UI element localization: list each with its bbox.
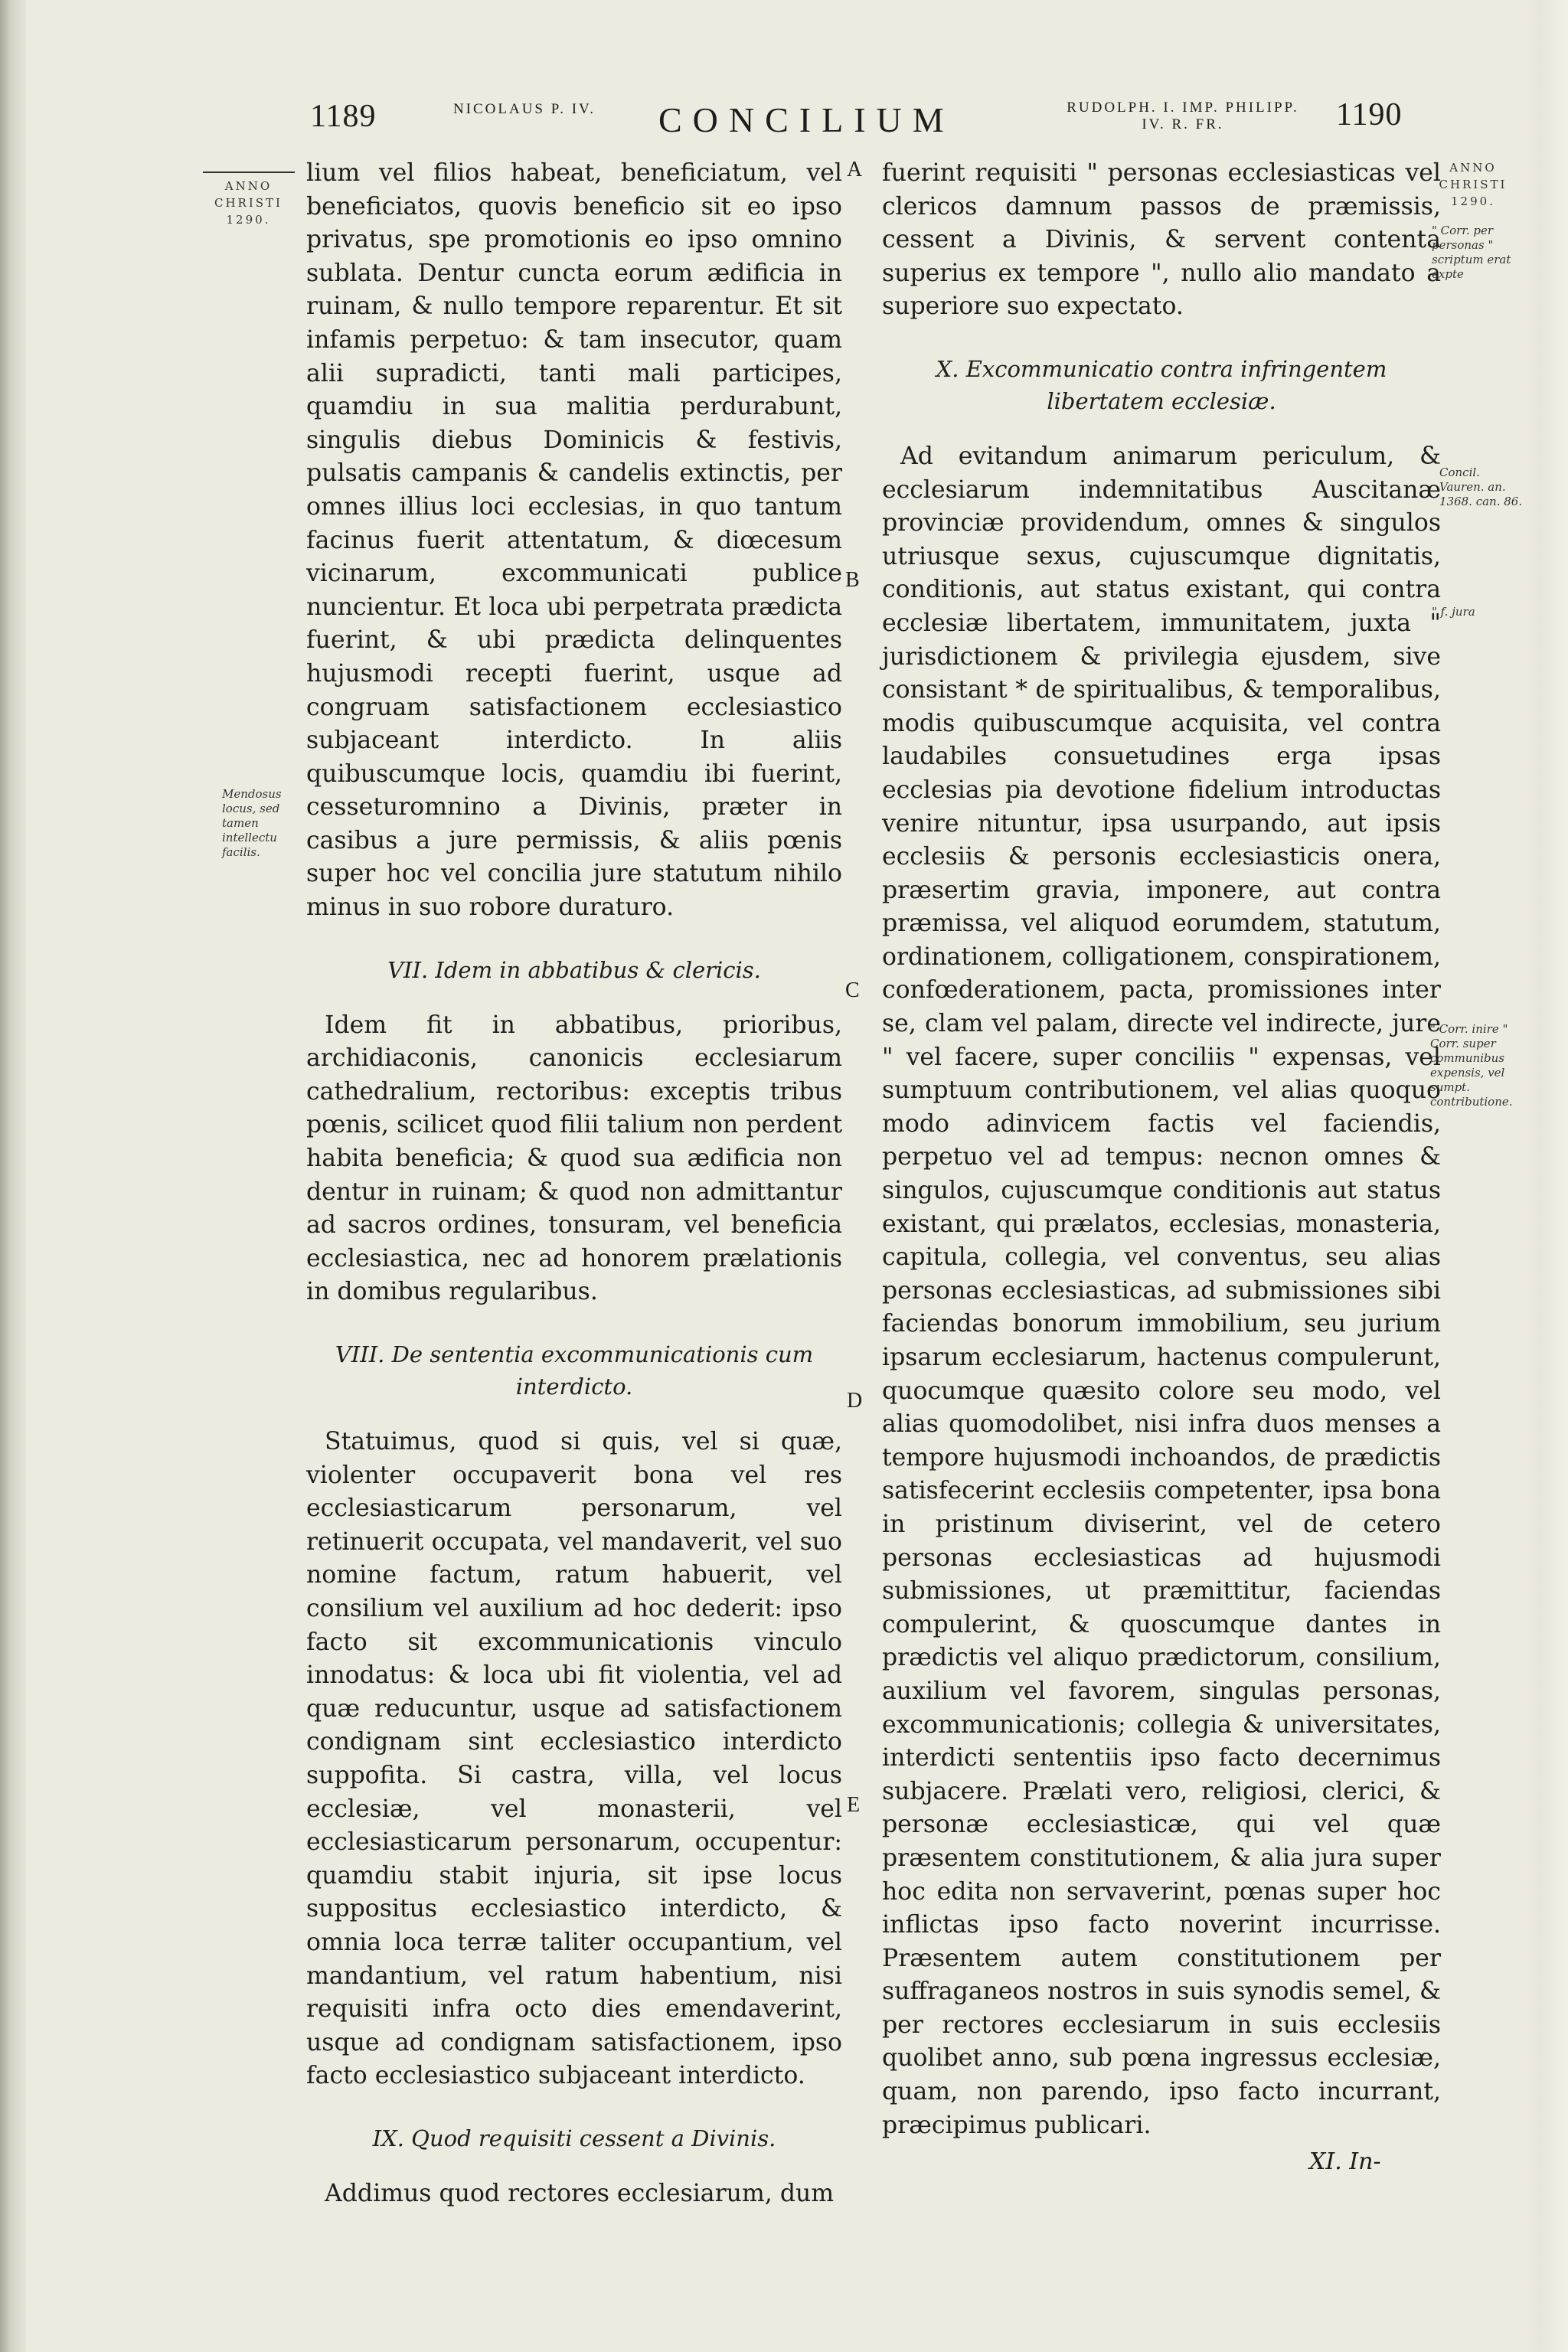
heading-vii: VII. Idem in abbatibus & clericis. xyxy=(387,956,761,983)
running-head-left: NICOLAUS P. IV. xyxy=(452,101,596,117)
section-letter-d: D xyxy=(847,1389,863,1413)
margin-note-right-2: Concil. Vauren. an. 1368. can. 86. xyxy=(1439,466,1523,508)
margin-rule xyxy=(203,172,295,173)
right-paragraph-2: Ad evitandum animarum periculum, & ecclesiarum indemnitatibus Auscitanæ provinciæ providendum, omnes & singulos utriusque sexus, cujuscumque dignitatis, conditionis, aut status existant, qui contra ecclesiæ libertatem, immunitatem, juxta " jurisdictionem & privilegia ejusdem, sive consistant * de spiritualibus, & temporalibus, modis quibuscumque acquisita, vel contra laudabiles consuetudines erga ipsas ecclesias pia devotione fidelium introductas venire nituntur, ipsa usurpando, aut ipsis ecclesiis & personis ecclesiasticis onera, præsertim gravia, imponere, aut contra præmissa, vel aliquod eorumdem, statutum, ordinationem, colligationem, conspirationem, confœderationem, pacta, promissiones inter se, clam vel palam, directe vel indirecte, jure " vel facere, super conciliis " expensas, vel sumptuum contributionem, vel alias quoquo modo adinvicem factis vel faciendis, perpetuo vel ad tempus: necnon omnes & singulos, cujuscumque conditionis aut status existant, qui prælatos, ecclesias, monasteria, capitula, collegia, vel conventus, seu alias personas ecclesiasticas, ad submissiones sibi faciendas bonorum immobilium, seu jurium ipsarum ecclesiarum, hactenus compulerunt, quocumque quæsito colore seu modo, vel alias quomodolibet, nisi infra duos menses a tempore hujusmodi inchoandos, de prædictis satisfecerint ecclesiis competenter, ipsa bona in pristinum diviserint, vel de cetero personas ecclesiasticas ad hujusmodi submissiones, ut præmittitur, faciendas compulerint, & quoscumque dantes in prædictis vel aliquo prædictorum, consilium, auxilium vel favorem, singulas personas, excommunicationis; collegia & universitates, interdicti sententiis ipso facto decernimus subjacere. Prælati vero, religiosi, clerici, & personæ ecclesiasticæ, qui vel quæ præsentem constitutionem, & alia jura super hoc edita non servaverint, pœnas super hoc inflictas ipso facto noverint incurrisse. Præsentem autem constitutionem per suffraganeos nostros in suis synodis semel, & per rectores ecclesiarum in suis ecclesiis quolibet anno, sub pœna ingressus ecclesiæ, quam, non parendo, ipso facto incurrant, præcipimus publicari. xyxy=(882,442,1441,2139)
left-paragraph-3: Statuimus, quod si quis, vel si quæ, violenter occupaverit bona vel res ecclesiasticarum personarum, vel retinuerit occupata, vel mandaverit, vel suo nomine factum, ratum habuerit, vel consilium vel auxilium ad hoc dederit: ipso facto sit excommunicationis vinculo innodatus: & loca ubi fit violentia, vel ad quæ reducuntur, usque ad satisfactionem condignam sint ecclesiastico interdicto suppofita. Si castra, villa, vel locus ecclesiæ, vel monasterii, vel ecclesiasticarum personarum, occupentur: quamdiu stabit injuria, sit ipse locus suppositus ecclesiastico interdicto, & omnia loca terræ taliter occupantium, vel mandantium, vel ratum habentium, nisi requisiti infra octo dies emendaverint, usque ad condignam satisfactionem, ipso facto ecclesiastico subjaceant interdicto. xyxy=(306,1428,842,2090)
running-head-right: RUDOLPH. I. IMP. PHILIPP. IV. R. FR. xyxy=(1067,100,1299,132)
page-edge-right xyxy=(1522,0,1568,2352)
left-paragraph-2: Idem fit in abbatibus, prioribus, archidiaconis, canonicis ecclesiarum cathedralium, rectoribus: exceptis tribus pœnis, scilicet quod filii talium non perdent habita beneficia; & quod sua ædificia non dentur in ruinam; & quod non admittantur ad sacros ordines, tonsuram, vel beneficia ecclesiastica, nec ad honorem prælationis in domibus regularibus. xyxy=(306,1011,842,1306)
heading-ix: IX. Quod requisiti cessent a Divinis. xyxy=(372,2125,776,2151)
left-paragraph-4: Addimus quod rectores ecclesiarum, dum xyxy=(325,2179,835,2207)
right-paragraph-1: fuerint requisiti " personas ecclesiasticas vel clericos damnum passos de præmissis, cessent a Divinis, & servent contenta superius ex tempore ", nullo alio mandato a superiore suo expectato. xyxy=(882,159,1441,321)
running-header xyxy=(0,90,1568,152)
heading-x: X. Excommunicatio contra infringentem libertatem ecclesiæ. xyxy=(936,355,1387,414)
page-title: CONCILIUM xyxy=(658,100,955,139)
margin-anno-left: ANNO CHRISTI 1290. xyxy=(214,179,283,227)
margin-note-right-3: " f. jura xyxy=(1432,605,1475,619)
page-gutter-left xyxy=(0,0,26,2352)
margin-note-right-1: " Corr. per personas " scriptum erat expte xyxy=(1432,224,1511,281)
section-letter-e: E xyxy=(847,1793,861,1817)
page-number-left: 1189 xyxy=(310,99,377,134)
section-letter-b: B xyxy=(845,568,860,592)
page-number-right: 1190 xyxy=(1336,97,1403,132)
left-column xyxy=(306,157,842,2210)
section-letter-a: A xyxy=(847,158,863,181)
left-paragraph-1: lium vel filios habeat, beneficiatum, vel beneficiatos, quovis beneficio sit eo ipso privatus, spe promotionis eo ipso omnino sublata. Dentur cuncta eorum ædificia in ruinam, & nullo tempore reparentur. Et sit infamis perpetuo: & tam insecutor, quam alii supradicti, tanti mali participes, quamdiu in sua malitia perdurabunt, singulis diebus Dominicis & festivis, pulsatis campanis & candelis extinctis, per omnes illius loci ecclesias, in quo tantum facinus fuerit attentatum, & diœcesum vicinarum, excommunicati publice nuncientur. Et loca ubi perpetrata prædicta fuerint, & ubi prædicta delinquentes hujusmodi recepti fuerint, usque ad congruam satisfactionem ecclesiastico subjaceant interdicto. In aliis quibuscumque locis, quamdiu ibi fuerint, cesseturomnino a Divinis, præter in casibus a jure permissis, & aliis pœnis super hoc vel concilia jure statutum nihilo minus in suo robore duraturo. xyxy=(306,159,842,922)
section-letter-c: C xyxy=(845,978,860,1002)
margin-note-left: Mendosus locus, sed tamen intellectu facilis. xyxy=(222,787,282,859)
margin-note-right-4: " Corr. inire " Corr. super communibus expensis, vel sumpt. contributione. xyxy=(1430,1022,1513,1109)
heading-viii: VIII. De sententia excommunicationis cum interdicto. xyxy=(335,1341,814,1400)
right-column xyxy=(882,157,1441,2142)
margin-anno-right: ANNO CHRISTI 1290. xyxy=(1439,161,1508,208)
catchword: XI. In- xyxy=(1309,2148,1381,2175)
